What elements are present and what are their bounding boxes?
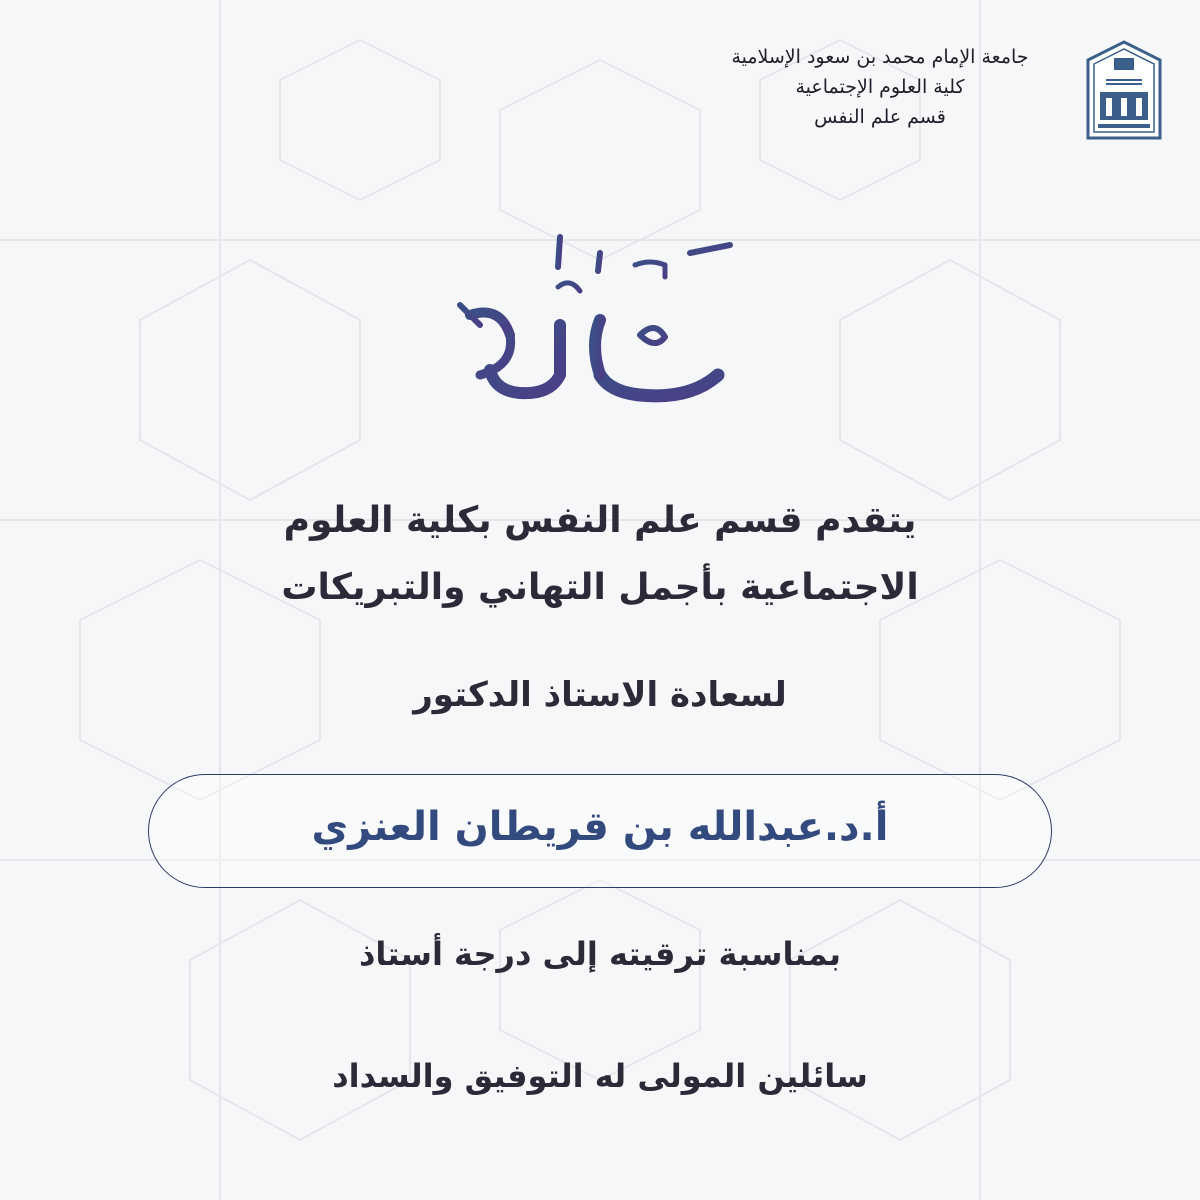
college-name: كلية العلوم الإجتماعية [795, 76, 965, 98]
message-line-1: يتقدم قسم علم النفس بكلية العلوم [283, 500, 917, 541]
closing-line: سائلين المولى له التوفيق والسداد [332, 1057, 868, 1095]
message-line-3: لسعادة الاستاذ الدكتور [413, 675, 787, 715]
honoree-name: أ.د.عبدالله بن قريطان العنزي [311, 804, 889, 850]
university-name: جامعة الإمام محمد بن سعود الإسلامية [731, 46, 1029, 68]
message-line-2: الاجتماعية بأجمل التهاني والتبريكات [281, 567, 919, 608]
department-name: قسم علم النفس [814, 106, 946, 128]
header-block [690, 42, 1070, 132]
university-logo-icon [1084, 40, 1164, 140]
congratulations-calligraphy [440, 225, 770, 425]
occasion-line: بمناسبة ترقيته إلى درجة أستاذ [358, 935, 842, 973]
